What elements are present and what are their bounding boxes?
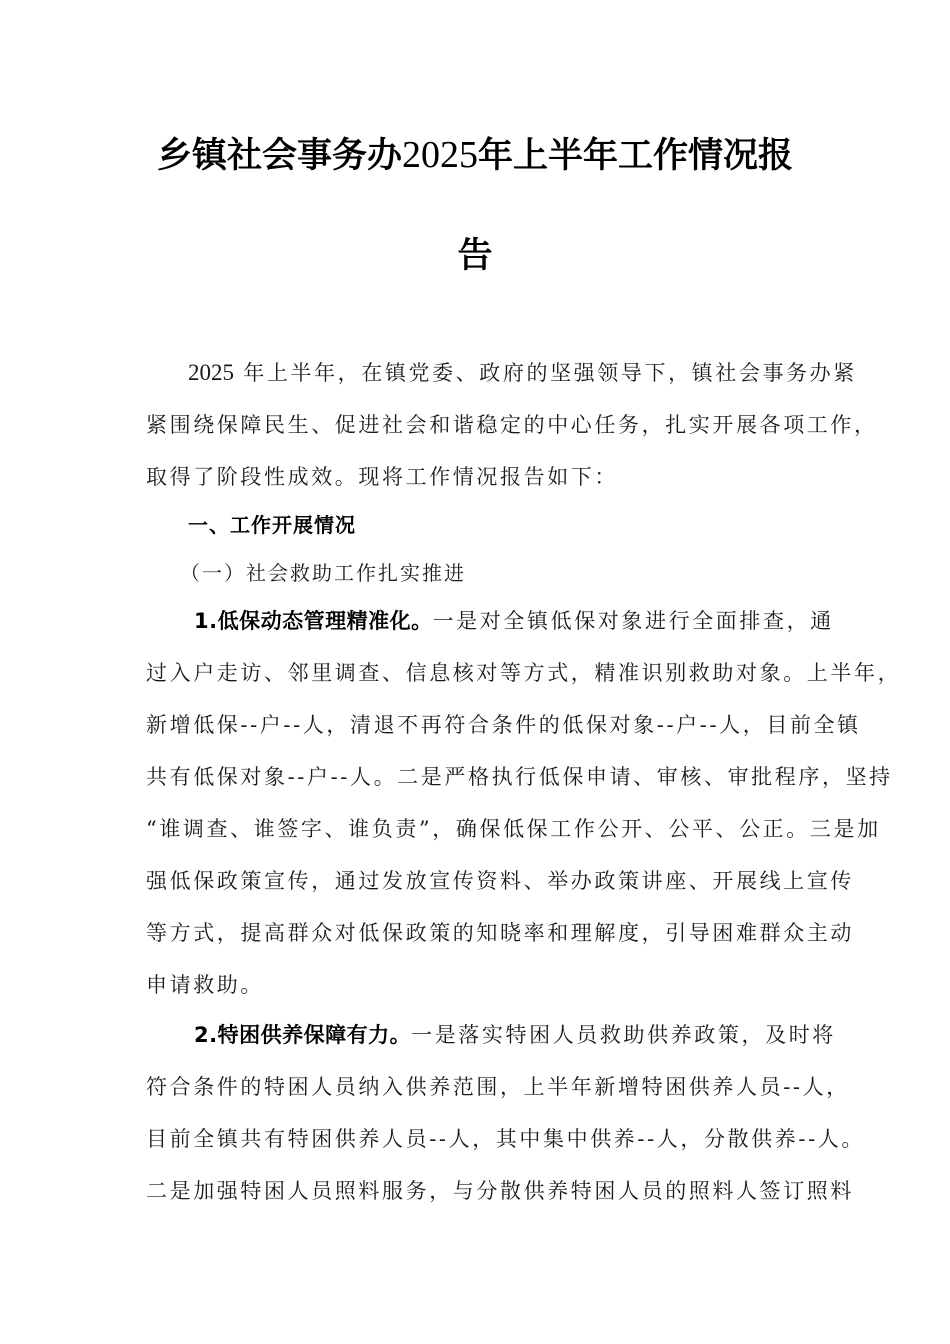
item2-lead: 2.特困供养保障有力。	[194, 1023, 412, 1047]
document-title	[0, 128, 950, 178]
item1-line-1	[194, 607, 834, 635]
title-text-post: 年上半年工作情况报	[478, 135, 794, 176]
intro-line-3: 取得了阶段性成效。现将工作情况报告如下：	[146, 465, 618, 489]
item1-lead: 1.低保动态管理精准化。	[194, 609, 433, 633]
item1-line-3: 新增低保--户--人，清退不再符合条件的低保对象--户--人，目前全镇	[146, 713, 861, 737]
intro-line-2: 紧围绕保障民生、促进社会和谐稳定的中心任务，扎实开展各项工作，	[146, 413, 878, 437]
item2-line-1	[194, 1021, 836, 1049]
document-title-continuation: 告	[457, 235, 493, 276]
item1-line-2: 过入户走访、邻里调查、信息核对等方式，精准识别救助对象。上半年，	[146, 661, 902, 685]
item1-line-1-text: 一是对全镇低保对象进行全面排查，通	[432, 609, 834, 633]
title-text-pre: 乡镇社会事务办	[156, 135, 402, 176]
item1-line-6: 强低保政策宣传，通过发放宣传资料、举办政策讲座、开展线上宣传	[146, 869, 854, 893]
intro-line-1	[188, 359, 857, 387]
intro-year: 2025	[188, 360, 234, 385]
title-year: 2025	[402, 134, 478, 176]
subsection-heading: （一）社会救助工作扎实推进	[180, 561, 466, 585]
item2-line-1-text: 一是落实特困人员救助供养政策，及时将	[411, 1023, 836, 1047]
item1-line-7: 等方式，提高群众对低保政策的知晓率和理解度，引导困难群众主动	[146, 921, 854, 945]
item1-line-5: “谁调查、谁签字、谁负责”，确保低保工作公开、公平、公正。三是加	[146, 817, 881, 841]
item2-line-3: 目前全镇共有特困供养人员--人，其中集中供养--人，分散供养--人。	[146, 1127, 865, 1151]
intro-line-1-text: 年上半年，在镇党委、政府的坚强领导下，镇社会事务办紧	[243, 361, 857, 385]
item1-line-8: 申请救助。	[146, 973, 264, 997]
item2-line-4: 二是加强特困人员照料服务，与分散供养特困人员的照料人签订照料	[146, 1179, 854, 1203]
item1-line-4: 共有低保对象--户--人。二是严格执行低保申请、审核、审批程序，坚持	[146, 765, 893, 789]
item2-line-2: 符合条件的特困人员纳入供养范围，上半年新增特困供养人员--人，	[146, 1075, 850, 1099]
section-heading: 一、工作开展情况	[188, 513, 356, 537]
